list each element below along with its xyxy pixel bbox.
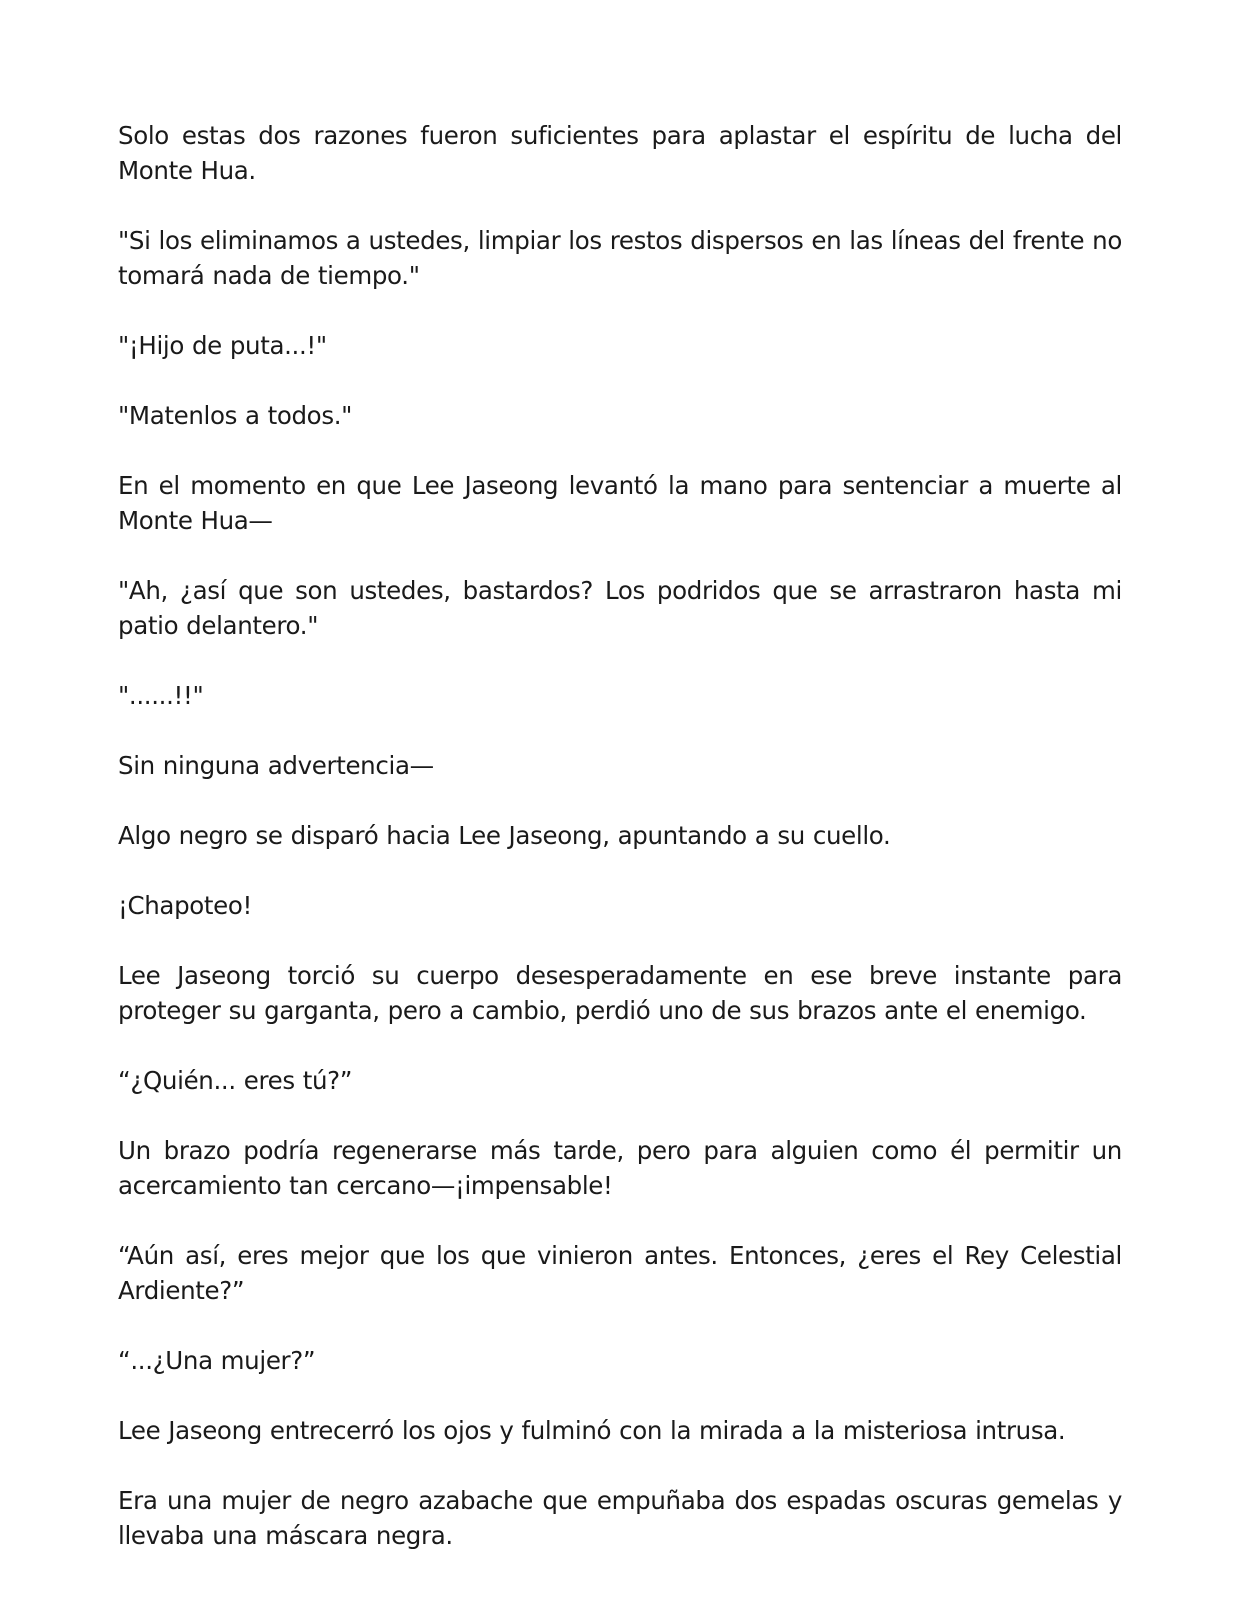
paragraph: Sin ninguna advertencia— bbox=[118, 751, 434, 780]
text-body bbox=[118, 118, 1122, 1588]
paragraph: Solo estas dos razones fueron suficientes para aplastar el espíritu de lucha del Monte Hua. bbox=[118, 121, 1122, 185]
paragraph: "Ah, ¿así que son ustedes, bastardos? Los podridos que se arrastraron hasta mi patio delantero." bbox=[118, 576, 1122, 640]
paragraph: Un brazo podría regenerarse más tarde, pero para alguien como él permitir un acercamiento tan cercano—¡impensable! bbox=[118, 1136, 1122, 1200]
paragraph: "Matenlos a todos." bbox=[118, 401, 353, 430]
paragraph: Algo negro se disparó hacia Lee Jaseong, apuntando a su cuello. bbox=[118, 821, 891, 850]
paragraph: “¿Quién... eres tú?” bbox=[118, 1066, 353, 1095]
paragraph: “...¿Una mujer?” bbox=[118, 1346, 316, 1375]
paragraph: Lee Jaseong entrecerró los ojos y fulminó con la mirada a la misteriosa intrusa. bbox=[118, 1416, 1066, 1445]
paragraph: En el momento en que Lee Jaseong levantó la mano para sentenciar a muerte al Monte Hua— bbox=[118, 471, 1122, 535]
paragraph: "¡Hijo de puta...!" bbox=[118, 331, 327, 360]
paragraph: Lee Jaseong torció su cuerpo desesperadamente en ese breve instante para proteger su garganta, pero a cambio, perdió uno de sus brazos ante el enemigo. bbox=[118, 961, 1122, 1025]
paragraph: Era una mujer de negro azabache que empuñaba dos espadas oscuras gemelas y llevaba una máscara negra. bbox=[118, 1486, 1122, 1550]
paragraph: "......!!" bbox=[118, 681, 204, 710]
paragraph: "Si los eliminamos a ustedes, limpiar los restos dispersos en las líneas del frente no tomará nada de tiempo." bbox=[118, 226, 1122, 290]
paragraph: “Aún así, eres mejor que los que vinieron antes. Entonces, ¿eres el Rey Celestial Ardiente?” bbox=[118, 1241, 1122, 1305]
paragraph: ¡Chapoteo! bbox=[118, 891, 253, 920]
